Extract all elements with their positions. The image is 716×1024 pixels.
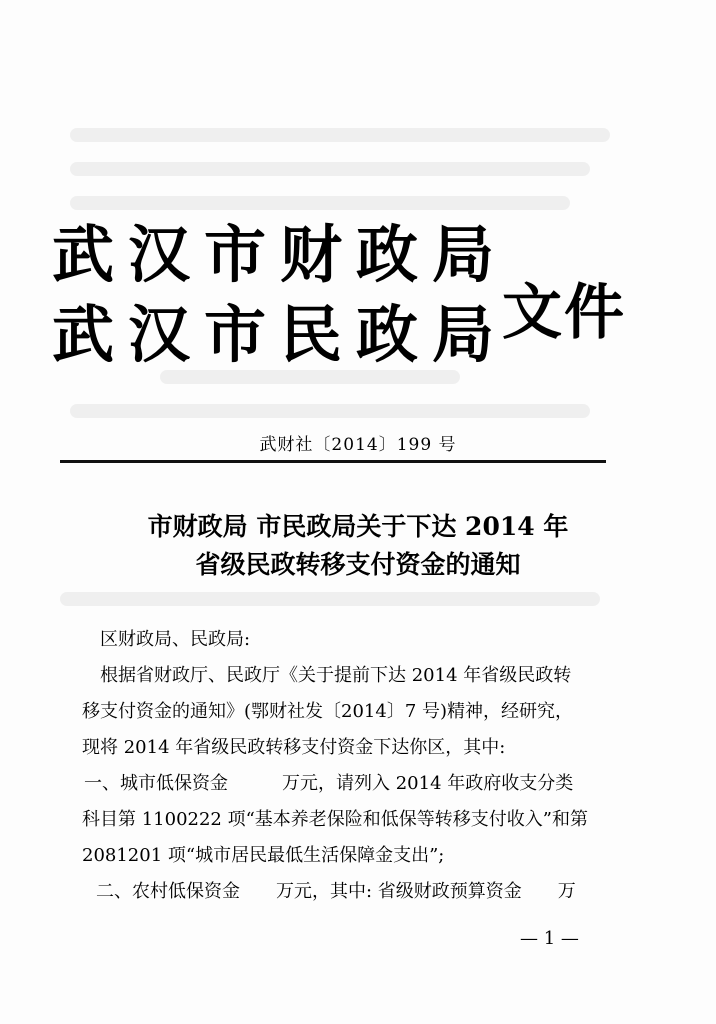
body-line: 二、农村低保资金 万元，其中: 省级财政预算资金 万 <box>96 881 576 902</box>
bleed-through-mark <box>70 404 590 418</box>
bleed-through-mark <box>70 128 610 142</box>
bleed-through-mark <box>70 196 570 210</box>
bleed-through-mark <box>70 162 590 176</box>
body-line: 根据省财政厅、民政厅《关于提前下达 2014 年省级民政转 <box>100 665 572 686</box>
body-line: 科目第 1100222 项“基本养老保险和低保等转移支付收入”和第 <box>82 809 589 830</box>
title-line: 市财政局 市民政局关于下达 2014 年 <box>147 512 569 541</box>
title-line: 省级民政转移支付资金的通知 <box>195 550 521 579</box>
document-number: 武财社〔2014〕199 号 <box>259 435 457 455</box>
body-line: 现将 2014 年省级民政转移支付资金下达你区，其中: <box>82 737 506 758</box>
header-divider-rule <box>60 460 606 463</box>
agency-name-finance: 武汉市财政局 <box>52 218 509 291</box>
document-body <box>82 622 610 910</box>
agency-name-civil-affairs: 武汉市民政局 <box>52 298 509 371</box>
document-title <box>0 508 716 584</box>
page-number: — 1 — <box>520 928 579 949</box>
body-line: 一、城市低保资金 万元，请列入 2014 年政府收支分类 <box>84 773 574 794</box>
salutation: 区财政局、民政局: <box>100 629 251 650</box>
bleed-through-mark <box>60 592 600 606</box>
body-line: 移支付资金的通知》(鄂财社发〔2014〕7 号)精神，经研究， <box>82 701 574 722</box>
body-line: 2081201 项“城市居民最低生活保障金支出”; <box>82 845 445 866</box>
document-type-label: 文件 <box>502 278 626 348</box>
issuing-agencies <box>52 215 509 375</box>
